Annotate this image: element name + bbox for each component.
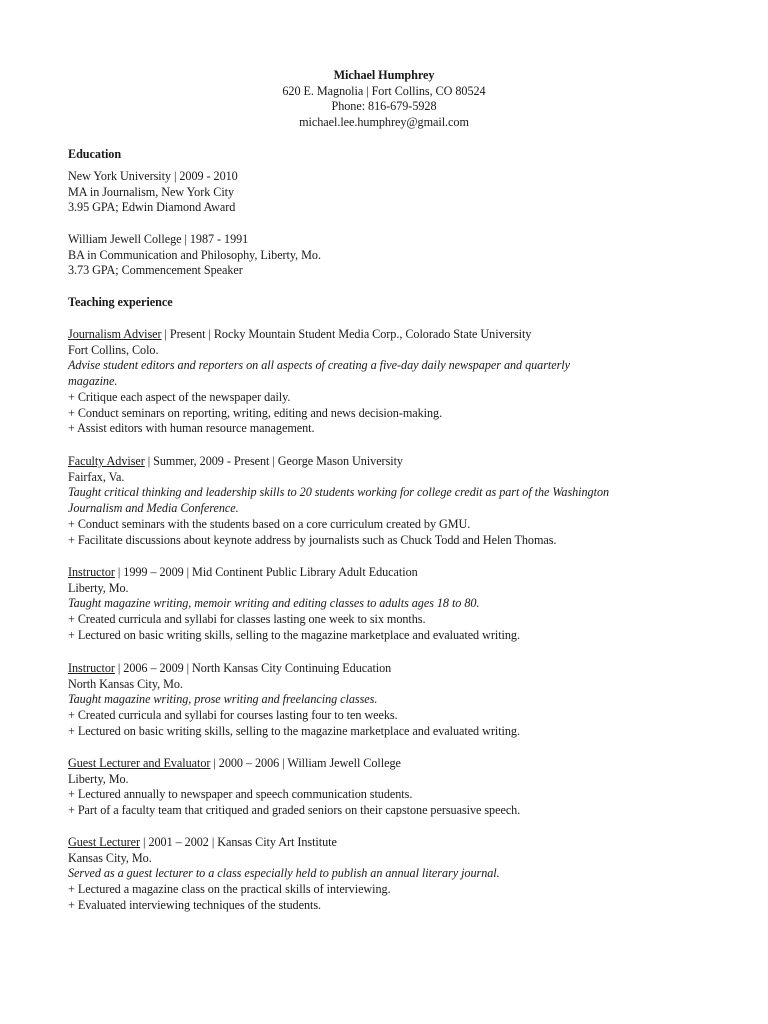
job-entry bbox=[68, 661, 708, 740]
job-entry bbox=[68, 756, 708, 819]
job-description: Advise student editors and reporters on all aspects of creating a five-day daily newspaper and quarterly bbox=[68, 358, 570, 373]
job-bullet: + Facilitate discussions about keynote address by journalists such as Chuck Todd and Helen Thomas. bbox=[68, 532, 557, 547]
job-bullet: + Lectured on basic writing skills, selling to the magazine marketplace and evaluated writing. bbox=[68, 627, 520, 642]
job-title-line bbox=[68, 565, 708, 581]
job-location: Liberty, Mo. bbox=[68, 771, 129, 786]
education-entry bbox=[68, 169, 708, 216]
job-location: Fairfax, Va. bbox=[68, 469, 125, 484]
job-bullet: + Created curricula and syllabi for courses lasting four to ten weeks. bbox=[68, 708, 398, 723]
job-title-line bbox=[68, 327, 708, 343]
job-location: North Kansas City, Mo. bbox=[68, 676, 183, 691]
job-bullet: + Lectured a magazine class on the practical skills of interviewing. bbox=[68, 882, 391, 897]
job-bullet: + Conduct seminars on reporting, writing, editing and news decision-making. bbox=[68, 405, 443, 420]
job-description: Taught critical thinking and leadership skills to 20 students working for college credit as part of the Washington bbox=[68, 485, 610, 500]
job-title-line bbox=[68, 835, 708, 851]
job-bullet: + Created curricula and syllabi for classes lasting one week to six months. bbox=[68, 612, 426, 627]
education-degree: MA in Journalism, New York City bbox=[68, 184, 235, 199]
job-entry bbox=[68, 835, 708, 914]
job-description-cont: magazine. bbox=[68, 374, 118, 389]
job-bullet: + Lectured on basic writing skills, selling to the magazine marketplace and evaluated writing. bbox=[68, 723, 520, 738]
job-bullet: + Assist editors with human resource management. bbox=[68, 421, 315, 436]
job-title-line bbox=[68, 454, 708, 470]
job-location: Kansas City, Mo. bbox=[68, 850, 152, 865]
job-title: Instructor bbox=[68, 661, 115, 675]
job-entry bbox=[68, 565, 708, 644]
job-title: Guest Lecturer bbox=[68, 835, 141, 849]
teaching-heading: Teaching experience bbox=[68, 295, 173, 309]
job-meta: | 2006 – 2009 | North Kansas City Continuing Education bbox=[114, 661, 392, 675]
applicant-phone: Phone: 816-679-5928 bbox=[331, 99, 437, 114]
job-description: Served as a guest lecturer to a class especially held to publish an annual literary journal. bbox=[68, 866, 500, 881]
job-entry bbox=[68, 327, 708, 437]
applicant-email: michael.lee.humphrey@gmail.com bbox=[299, 115, 469, 130]
job-bullet: + Evaluated interviewing techniques of the students. bbox=[68, 897, 322, 912]
job-bullet: + Critique each aspect of the newspaper daily. bbox=[68, 389, 291, 404]
education-degree: BA in Communication and Philosophy, Liberty, Mo. bbox=[68, 247, 321, 262]
job-meta: | 2000 – 2006 | William Jewell College bbox=[210, 756, 401, 770]
job-entry bbox=[68, 454, 708, 548]
applicant-address: 620 E. Magnolia | Fort Collins, CO 80524 bbox=[282, 83, 486, 98]
education-honors: 3.73 GPA; Commencement Speaker bbox=[68, 263, 243, 278]
job-title-line bbox=[68, 756, 708, 772]
job-title-line bbox=[68, 661, 708, 677]
job-title: Guest Lecturer and Evaluator bbox=[68, 756, 211, 770]
job-description: Taught magazine writing, memoir writing and editing classes to adults ages 18 to 80. bbox=[68, 596, 480, 611]
education-honors: 3.95 GPA; Edwin Diamond Award bbox=[68, 200, 236, 215]
job-title: Instructor bbox=[68, 565, 115, 579]
education-heading: Education bbox=[68, 147, 122, 161]
job-meta: | 2001 – 2002 | Kansas City Art Institute bbox=[140, 835, 337, 849]
job-bullet: + Conduct seminars with the students based on a core curriculum created by GMU. bbox=[68, 516, 471, 531]
education-school: New York University | 2009 - 2010 bbox=[68, 169, 238, 183]
job-title: Faculty Adviser bbox=[68, 454, 145, 468]
job-description: Taught magazine writing, prose writing and freelancing classes. bbox=[68, 692, 378, 707]
job-bullet: + Lectured annually to newspaper and speech communication students. bbox=[68, 787, 413, 802]
education-school: William Jewell College | 1987 - 1991 bbox=[68, 232, 249, 246]
job-location: Fort Collins, Colo. bbox=[68, 342, 159, 357]
job-meta: | Present | Rocky Mountain Student Media Corp., Colorado State University bbox=[161, 327, 532, 341]
resume-header bbox=[0, 68, 768, 131]
job-location: Liberty, Mo. bbox=[68, 580, 129, 595]
applicant-name: Michael Humphrey bbox=[333, 68, 435, 82]
job-bullet: + Part of a faculty team that critiqued and graded seniors on their capstone persuasive speech. bbox=[68, 803, 521, 818]
job-meta: | 1999 – 2009 | Mid Continent Public Library Adult Education bbox=[114, 565, 418, 579]
job-title: Journalism Adviser bbox=[68, 327, 162, 341]
education-entry bbox=[68, 232, 708, 279]
job-description-cont: Journalism and Media Conference. bbox=[68, 501, 239, 516]
job-meta: | Summer, 2009 - Present | George Mason University bbox=[144, 454, 403, 468]
